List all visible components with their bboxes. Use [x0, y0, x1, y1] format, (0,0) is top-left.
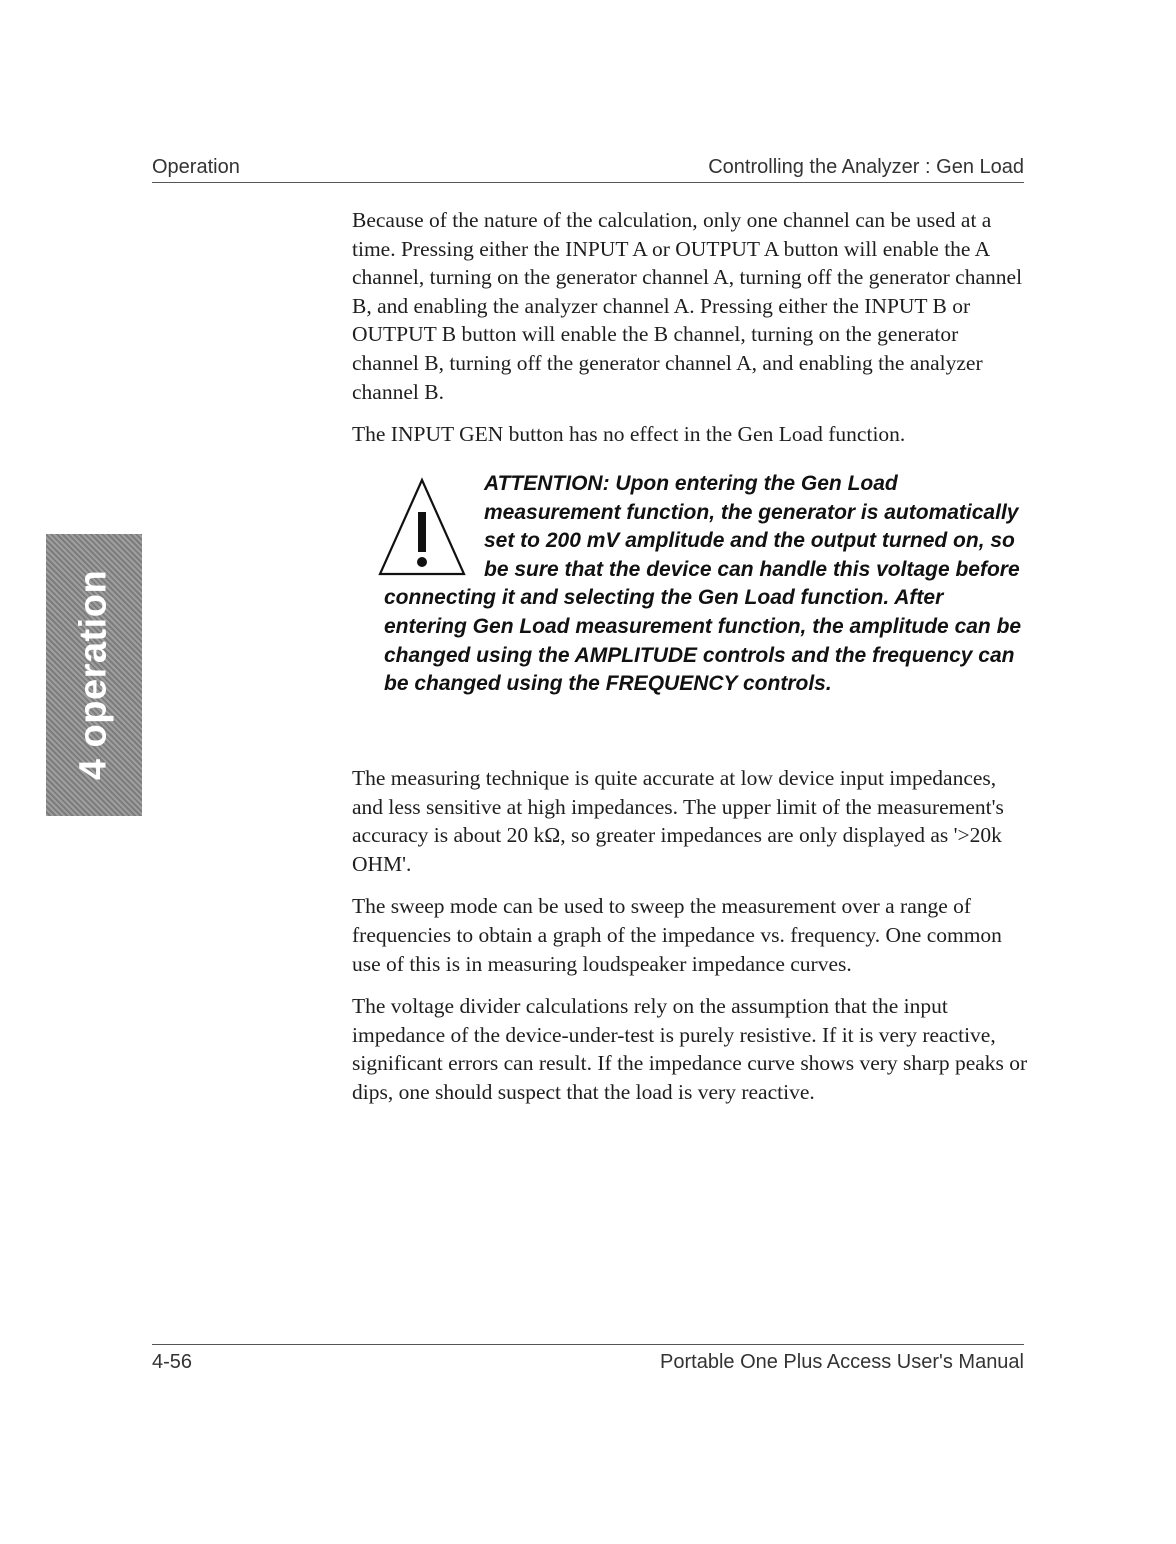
paragraph-measuring-technique: The measuring technique is quite accurate at low device input impedances, and less sensitive at high impedances. The upper limit of the measurement's accuracy is about 20 kΩ, so greater impedances are only displayed as '>20k OHM'.	[352, 766, 1004, 876]
manual-title: Portable One Plus Access User's Manual	[660, 1351, 1024, 1373]
body-text-top	[352, 206, 1028, 463]
paragraph-sweep-mode: The sweep mode can be used to sweep the measurement over a range of frequencies to obtain a graph of the impedance vs. frequency. One common use of this is in measuring loudspeaker impedance curves.	[352, 894, 1002, 976]
page-number: 4-56	[152, 1351, 193, 1373]
paragraph-input-gen: The INPUT GEN button has no effect in the Gen Load function.	[352, 422, 906, 447]
attention-notice	[384, 470, 1024, 699]
warning-triangle-icon	[374, 474, 470, 584]
body-text-bottom	[352, 764, 1028, 1121]
header-topic-label: Controlling the Analyzer : Gen Load	[708, 156, 1024, 178]
chapter-tab	[46, 534, 142, 816]
paragraph-voltage-divider: The voltage divider calculations rely on the assumption that the input impedance of the device-under-test is purely resistive. If it is very reactive, significant errors can result. If the impedance curve shows very sharp peaks or dips, one should suspect that the load is very reactive.	[352, 994, 1028, 1104]
paragraph-channel-selection: Because of the nature of the calculation, only one channel can be used at a time. Pressing either the INPUT A or OUTPUT A button will enable the A channel, turning on the generator channel A, turning off the generator channel B, and enabling the analyzer channel A. Pressing either the INPUT B or OUTPUT B button will enable the B channel, turning on the generator channel B, turning off the generator channel A, and enabling the analyzer channel B.	[352, 208, 1023, 404]
page-footer	[152, 1344, 1024, 1379]
header-section-label: Operation	[152, 156, 240, 178]
attention-text: ATTENTION: Upon entering the Gen Load measurement function, the generator is automatically set to 200 mV amplitude and the output turned on, so be sure that the device can handle this voltage before connecting it and selecting the Gen Load function. After entering Gen Load measurement function, the amplitude can be changed using the AMPLITUDE controls and the frequency can be changed using the FREQUENCY controls.	[384, 472, 1022, 696]
chapter-tab-label: 4 operation	[72, 569, 115, 781]
page-header	[152, 154, 1024, 183]
